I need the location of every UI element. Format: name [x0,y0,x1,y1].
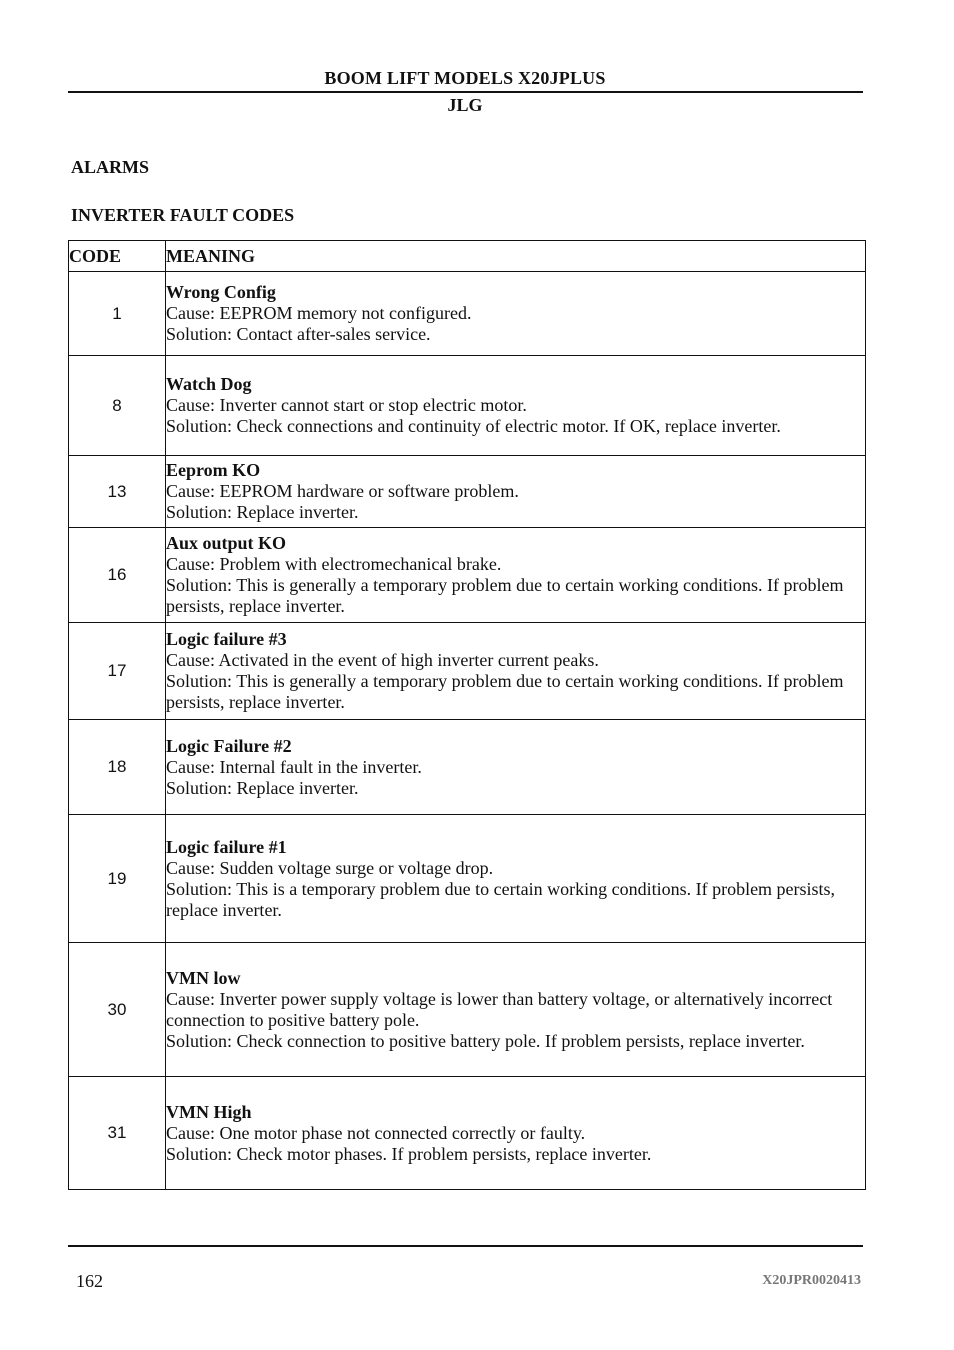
meaning-column-header: MEANING [166,241,866,272]
fault-cause: Cause: One motor phase not connected correctly or faulty. [166,1122,586,1143]
fault-meaning [166,356,866,456]
fault-solution: Solution: Contact after-sales service. [166,324,431,344]
header-brand: JLG [447,95,483,115]
page-number: 162 [76,1271,103,1291]
fault-code: 8 [69,356,166,456]
fault-code: 30 [69,943,166,1077]
section-title: ALARMS [71,157,150,177]
header-rule [68,91,863,93]
fault-code: 19 [69,815,166,943]
fault-solution: Solution: Replace inverter. [166,777,359,798]
table-row [69,720,866,815]
fault-solution: Solution: This is generally a temporary problem due to certain working conditions. If problem persists, replace inverter. [166,671,844,712]
fault-name: Wrong Config [166,282,276,302]
fault-cause: Cause: Sudden voltage surge or voltage drop. [166,857,494,878]
fault-solution: Solution: This is a temporary problem due to certain working conditions. If problem persists, replace inverter. [166,878,836,920]
fault-cause: Cause: EEPROM memory not configured. [166,303,472,323]
fault-name: Watch Dog [166,374,252,394]
table-row [69,356,866,456]
fault-name: VMN High [166,1101,252,1122]
table-title: INVERTER FAULT CODES [71,205,295,225]
fault-meaning [166,272,866,356]
fault-codes-table [68,240,866,1190]
fault-code: 18 [69,720,166,815]
table-row [69,1077,866,1190]
table-row [69,528,866,623]
fault-cause: Cause: EEPROM hardware or software problem. [166,481,519,501]
table-header-row [69,241,866,272]
fault-meaning [166,623,866,720]
fault-code: 31 [69,1077,166,1190]
fault-cause: Cause: Inverter power supply voltage is lower than battery voltage, or alternatively incorrect connection to positive battery pole. [166,988,833,1030]
fault-meaning [166,1077,866,1190]
fault-code: 16 [69,528,166,623]
table-row [69,456,866,528]
fault-meaning [166,815,866,943]
fault-solution: Solution: Check connection to positive battery pole. If problem persists, replace inverter. [166,1030,805,1051]
document-code: X20JPR0020413 [762,1273,861,1288]
fault-solution: Solution: Check connections and continuity of electric motor. If OK, replace inverter. [166,416,781,436]
fault-code: 1 [69,272,166,356]
table-row [69,272,866,356]
fault-cause: Cause: Internal fault in the inverter. [166,756,422,777]
code-column-header: CODE [69,241,166,272]
fault-code: 13 [69,456,166,528]
footer-rule [68,1245,863,1247]
fault-meaning [166,528,866,623]
fault-name: Eeprom KO [166,460,261,480]
fault-code: 17 [69,623,166,720]
fault-name: Logic Failure #2 [166,735,292,756]
table-row [69,943,866,1077]
fault-name: VMN low [166,967,241,988]
fault-meaning [166,943,866,1077]
fault-solution: Solution: Replace inverter. [166,502,359,522]
table-row [69,815,866,943]
fault-cause: Cause: Problem with electromechanical brake. [166,554,502,574]
fault-cause: Cause: Inverter cannot start or stop electric motor. [166,395,527,415]
fault-name: Logic failure #3 [166,629,287,649]
table-row [69,623,866,720]
fault-name: Aux output KO [166,533,287,553]
fault-solution: Solution: Check motor phases. If problem persists, replace inverter. [166,1143,652,1164]
fault-meaning [166,456,866,528]
header-title: BOOM LIFT MODELS X20JPLUS [324,68,606,88]
fault-meaning [166,720,866,815]
fault-solution: Solution: This is generally a temporary problem due to certain working conditions. If problem persists, replace inverter. [166,575,844,616]
fault-cause: Cause: Activated in the event of high inverter current peaks. [166,650,599,670]
fault-name: Logic failure #1 [166,836,287,857]
